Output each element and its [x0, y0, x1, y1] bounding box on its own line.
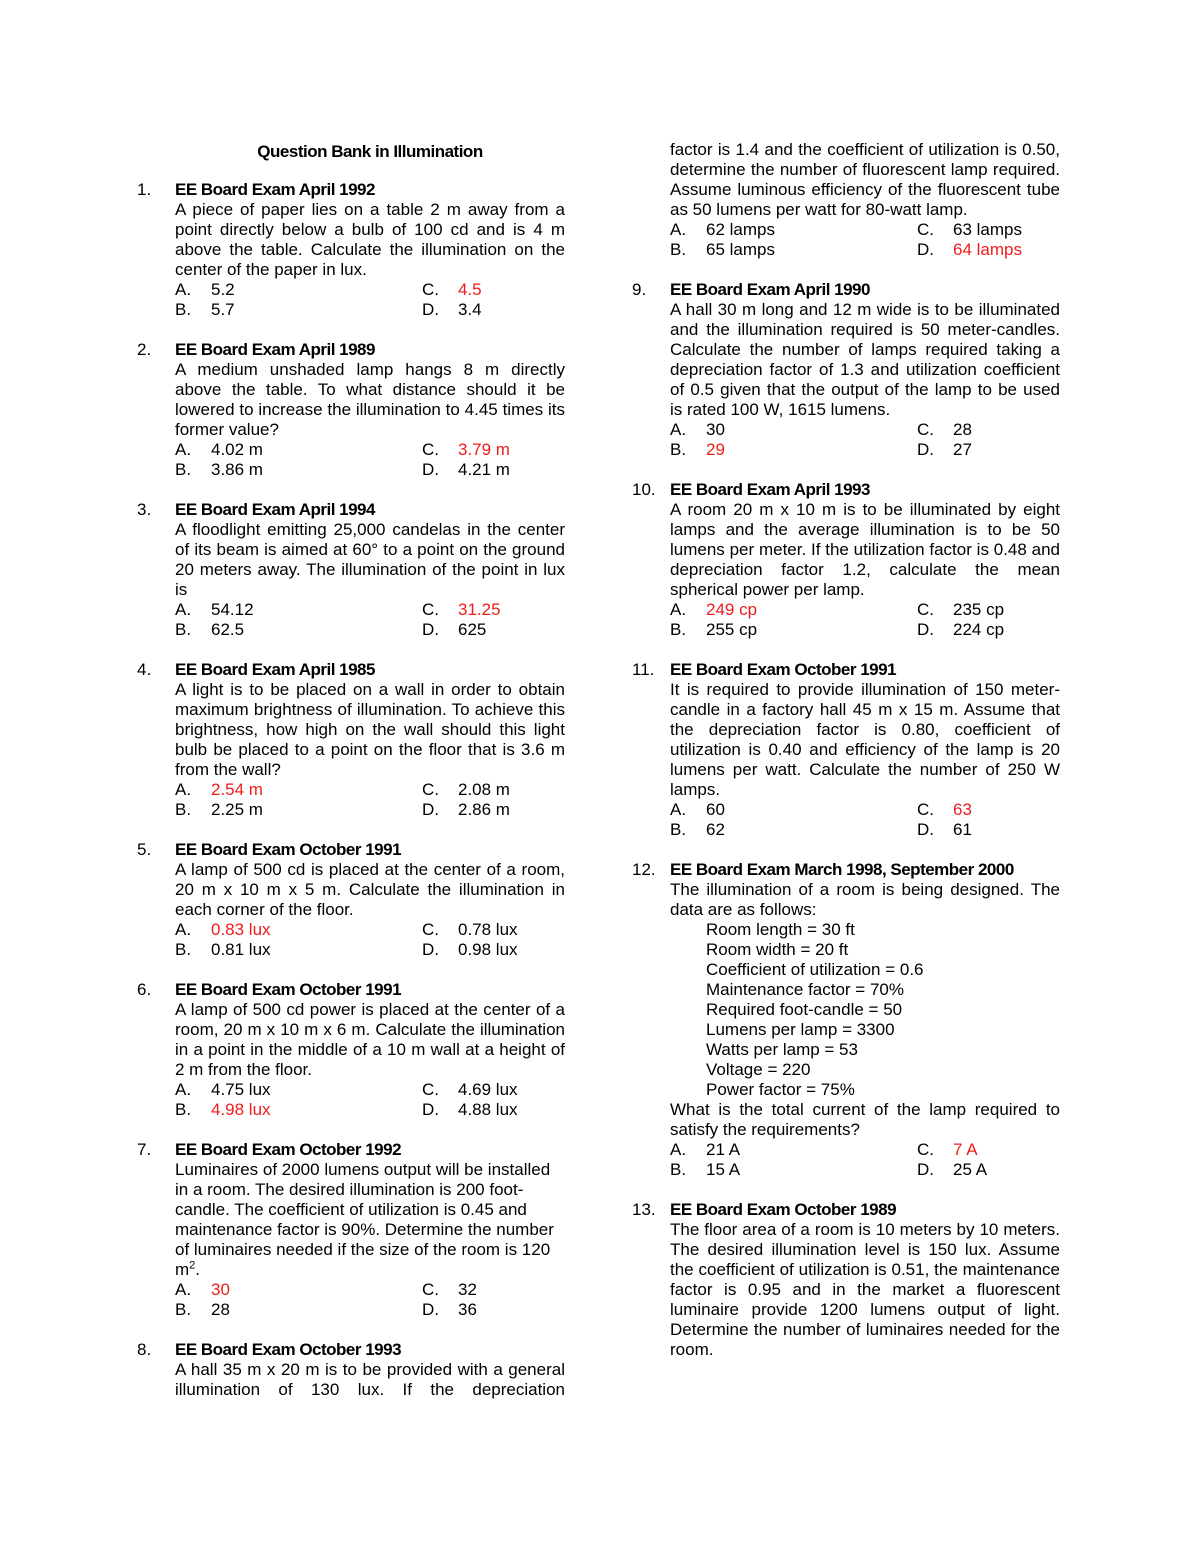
choice-a: A. 30	[670, 420, 725, 439]
choice-a: A. 62 lamps	[670, 220, 775, 239]
question-text: Luminaires of 2000 lumens output will be installed in a room. The desired illumination is 200 foot-candle. The coefficient of utilization is 0.45 and maintenance factor is 90%. Determine the number of luminaires needed if the size of the room is 120 $m^2$.	[175, 1160, 554, 1279]
question-text: A lamp of 500 cd power is placed at the center of a room, 20 m x 10 m x 6 m. Calculate the illumination in a point in the middle of a 10 m wall at a height of 2 m from the floor.	[175, 1000, 565, 1079]
data-item: Room width = 20 ft	[706, 940, 849, 959]
data-item: Room length = 30 ft	[706, 920, 855, 939]
choice-c: C. 3.79 m	[422, 440, 510, 459]
question-text-continued: factor is 1.4 and the coefficient of utilization is 0.50, determine the number of fluorescent lamp required. Assume luminous efficiency of the fluorescent tube as 50 lumens per watt for 80-watt lamp.	[670, 140, 1060, 219]
choice-d: D. 36	[422, 1300, 477, 1319]
answer-choices	[670, 420, 1060, 460]
question-source: EE Board Exam October 1991	[670, 660, 897, 679]
question-number: 10.	[632, 480, 656, 499]
choice-d: D. 3.4	[422, 300, 482, 319]
choice-a: A. 30	[175, 1280, 230, 1299]
choice-c: C. 32	[422, 1280, 477, 1299]
choice-c: C. 4.69 lux	[422, 1080, 518, 1099]
question-number: 8.	[137, 1340, 152, 1359]
question-5	[137, 840, 565, 960]
question-source: EE Board Exam April 1990	[670, 280, 870, 299]
choice-d: D. 224 cp	[917, 620, 1005, 639]
choice-a: A. 2.54 m	[175, 780, 263, 799]
question-text: A medium unshaded lamp hangs 8 m directly above the table. To what distance should it be lowered to increase the illumination to 4.45 times its former value?	[175, 360, 565, 439]
question-11	[632, 660, 1060, 840]
choice-c: C. 235 cp	[917, 600, 1005, 619]
choice-d: D. 25 A	[917, 1160, 988, 1179]
answer-choices	[175, 280, 565, 320]
choice-d: D. 4.21 m	[422, 460, 510, 479]
question-number: 9.	[632, 280, 647, 299]
question-number: 3.	[137, 500, 152, 519]
answer-choices	[175, 1280, 565, 1320]
choice-b: B. 3.86 m	[175, 460, 263, 479]
answer-choices	[175, 920, 565, 960]
question-source: EE Board Exam October 1993	[175, 1340, 402, 1359]
question-source: EE Board Exam April 1992	[175, 180, 375, 199]
question-10	[632, 480, 1060, 640]
choice-b: B. 28	[175, 1300, 230, 1319]
data-item: Watts per lamp = 53	[706, 1040, 858, 1059]
question-source: EE Board Exam October 1991	[175, 840, 402, 859]
choice-d: D. 2.86 m	[422, 800, 510, 819]
choice-b: B. 65 lamps	[670, 240, 775, 259]
choice-b: B. 5.7	[175, 300, 235, 319]
choice-a: A. 60	[670, 800, 725, 819]
data-item: Maintenance factor = 70%	[706, 980, 904, 999]
superscript: 2	[189, 1259, 196, 1272]
question-number: 13.	[632, 1200, 656, 1219]
choice-c: C. 0.78 lux	[422, 920, 518, 939]
data-list	[670, 920, 1060, 1100]
left-column	[137, 140, 565, 1420]
question-text: A floodlight emitting 25,000 candelas in the center of its beam is aimed at 60° to a point on the ground 20 meters away. The illumination of the point in lux is	[175, 520, 565, 599]
question-2	[137, 340, 565, 480]
answer-choices	[175, 600, 565, 640]
choice-b: B. 29	[670, 440, 725, 459]
data-item: Coefficient of utilization = 0.6	[706, 960, 924, 979]
choice-b: B. 62.5	[175, 620, 245, 639]
answer-choices	[670, 800, 1060, 840]
question-text: It is required to provide illumination of 150 meter-candle in a factory hall 45 m x 15 m. Assume that the depreciation factor is 0.80, coefficient of utilization is 0.40 and efficiency of the lamp is 20 lumens per watt. Calculate the number of 250 W lamps.	[670, 680, 1060, 799]
question-13	[632, 1200, 1060, 1360]
answer-choices	[670, 600, 1060, 640]
question-text: A hall 35 m x 20 m is to be provided with a general illumination of 130 lux. If the depreciation	[175, 1360, 565, 1399]
answer-choices	[175, 780, 565, 820]
choice-a: A. 4.02 m	[175, 440, 263, 459]
question-8-continued	[670, 140, 1060, 260]
choice-d: D. 0.98 lux	[422, 940, 518, 959]
question-number: 1.	[137, 180, 152, 199]
question-12	[632, 860, 1060, 1180]
question-3	[137, 500, 565, 640]
answer-choices	[670, 220, 1060, 260]
choice-d: D. 27	[917, 440, 972, 459]
question-7	[137, 1140, 565, 1320]
answer-choices	[175, 1080, 565, 1120]
question-number: 2.	[137, 340, 152, 359]
choice-d: D. 625	[422, 620, 487, 639]
data-item: Power factor = 75%	[706, 1080, 855, 1099]
choice-a: A. 5.2	[175, 280, 235, 299]
question-4	[137, 660, 565, 820]
question-6	[137, 980, 565, 1120]
choice-a: A. 54.12	[175, 600, 254, 619]
question-number: 12.	[632, 860, 656, 879]
choice-c: C. 31.25	[422, 600, 501, 619]
choice-d: D. 4.88 lux	[422, 1100, 518, 1119]
question-text: A light is to be placed on a wall in order to obtain maximum brightness of illumination. To achieve this brightness, how high on the wall should this light bulb be placed to a point on the floor that is 3.6 m from the wall?	[175, 680, 565, 779]
question-text: A hall 30 m long and 12 m wide is to be illuminated and the illumination required is 50 meter-candles. Calculate the number of lamps required taking a depreciation factor of 1.3 and utilization coefficient of 0.5 given that the output of the lamp to be used is rated 100 W, 1615 lumens.	[670, 300, 1060, 419]
question-source: EE Board Exam October 1992	[175, 1140, 402, 1159]
data-item: Lumens per lamp = 3300	[706, 1020, 895, 1039]
question-text: The illumination of a room is being designed. The data are as follows:	[670, 880, 1060, 919]
question-source: EE Board Exam April 1985	[175, 660, 375, 679]
choice-c: C. 2.08 m	[422, 780, 510, 799]
choice-c: C. 4.5	[422, 280, 482, 299]
choice-c: C. 7 A	[917, 1140, 978, 1159]
data-item: Voltage = 220	[706, 1060, 811, 1079]
choice-b: B. 0.81 lux	[175, 940, 271, 959]
question-1	[137, 180, 565, 320]
question-number: 11.	[632, 660, 655, 679]
document-title: Question Bank in Illumination	[257, 142, 483, 161]
question-text: A room 20 m x 10 m is to be illuminated by eight lamps and the average illumination is to be 50 lumens per meter. If the utilization factor is 0.48 and depreciation factor 1.2, calculate the mean spherical power per lamp.	[670, 500, 1060, 599]
choice-a: A. 21 A	[670, 1140, 741, 1159]
question-number: 7.	[137, 1140, 152, 1159]
choice-a: A. 0.83 lux	[175, 920, 271, 939]
choice-a: A. 4.75 lux	[175, 1080, 271, 1099]
question-8	[137, 1340, 565, 1400]
choice-b: B. 2.25 m	[175, 800, 263, 819]
choice-c: C. 63 lamps	[917, 220, 1022, 239]
question-source: EE Board Exam March 1998, September 2000	[670, 860, 1014, 879]
question-source: EE Board Exam April 1994	[175, 500, 375, 519]
question-number: 4.	[137, 660, 152, 679]
question-number: 5.	[137, 840, 152, 859]
choice-b: B. 15 A	[670, 1160, 741, 1179]
question-text: The floor area of a room is 10 meters by 10 meters. The desired illumination level is 150 lux. Assume the coefficient of utilization is 0.51, the maintenance factor is 0.95 and in the market a fluorescent luminaire provide 1200 lumens output of light. Determine the number of luminaires needed for the room.	[670, 1220, 1060, 1359]
choice-c: C. 63	[917, 800, 972, 819]
data-item: Required foot-candle = 50	[706, 1000, 903, 1019]
question-prompt: What is the total current of the lamp required to satisfy the requirements?	[670, 1100, 1060, 1139]
choice-d: D. 61	[917, 820, 972, 839]
question-text: A lamp of 500 cd is placed at the center of a room, 20 m x 10 m x 5 m. Calculate the illumination in each corner of the floor.	[175, 860, 565, 919]
choice-b: B. 255 cp	[670, 620, 758, 639]
question-number: 6.	[137, 980, 152, 999]
question-text: A piece of paper lies on a table 2 m away from a point directly below a bulb of 100 cd and is 4 m above the table. Calculate the illumination on the center of the paper in lux.	[175, 200, 565, 279]
question-9	[632, 280, 1060, 460]
question-source: EE Board Exam April 1989	[175, 340, 375, 359]
choice-b: B. 62	[670, 820, 725, 839]
right-column	[632, 140, 1060, 1380]
question-source: EE Board Exam April 1993	[670, 480, 870, 499]
choice-d: D. 64 lamps	[917, 240, 1022, 259]
choice-a: A. 249 cp	[670, 600, 758, 619]
question-source: EE Board Exam October 1991	[175, 980, 402, 999]
answer-choices	[670, 1140, 1060, 1180]
answer-choices	[175, 440, 565, 480]
choice-c: C. 28	[917, 420, 972, 439]
question-source: EE Board Exam October 1989	[670, 1200, 897, 1219]
choice-b: B. 4.98 lux	[175, 1100, 271, 1119]
